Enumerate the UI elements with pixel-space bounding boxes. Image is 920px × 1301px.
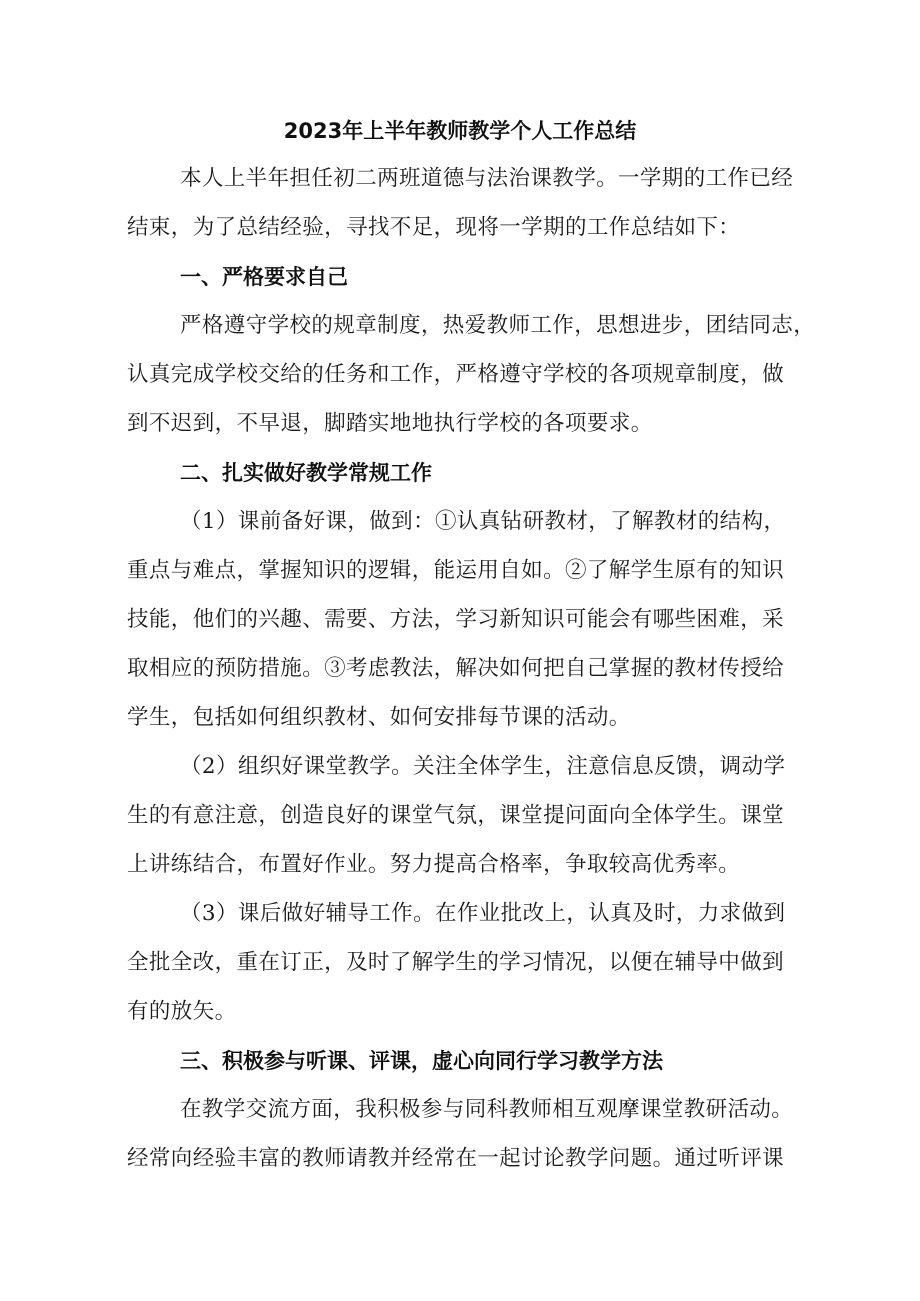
section-1-p1-line-3: 到不迟到，不早退，脚踏实地地执行学校的各项要求。 — [127, 411, 653, 436]
intro-line-1: 本人上半年担任初二两班道德与法治课教学。一学期的工作已经 — [180, 166, 794, 191]
section-2-p1-line-4: 取相应的预防措施。③考虑教法，解决如何把自己掌握的教材传授给 — [127, 656, 785, 681]
document-title: 2023年上半年教师教学个人工作总结 — [283, 119, 637, 143]
section-1-p1-line-1: 严格遵守学校的规章制度，热爱教师工作，思想进步，团结同志， — [180, 313, 816, 338]
section-2-p1-line-2: 重点与难点，掌握知识的逻辑，能运用自如。②了解学生原有的知识 — [127, 558, 785, 583]
section-2-p3-line-2: 全批全改，重在订正，及时了解学生的学习情况，以便在辅导中做到 — [127, 950, 785, 975]
section-1-heading: 一、严格要求自己 — [180, 265, 348, 289]
section-2-p1-line-1: （1）课前备好课，做到：①认真钻研教材，了解教材的结构， — [180, 509, 786, 534]
section-1-p1-line-2: 认真完成学校交给的任务和工作，严格遵守学校的各项规章制度，做 — [127, 362, 785, 387]
section-3-p1-line-1: 在教学交流方面，我积极参与同科教师相互观摩课堂教研活动。 — [180, 1097, 794, 1122]
section-2-p3-line-3: 有的放矢。 — [127, 999, 237, 1024]
intro-line-2: 结束，为了总结经验，寻找不足，现将一学期的工作总结如下： — [127, 215, 741, 240]
section-3-p1-line-2: 经常向经验丰富的教师请教并经常在一起讨论教学问题。通过听评课 — [127, 1146, 785, 1171]
section-2-p1-line-5: 学生，包括如何组织教材、如何安排每节课的活动。 — [127, 705, 631, 730]
section-2-p2-line-2: 生的有意注意，创造良好的课堂气氛，课堂提问面向全体学生。课堂 — [127, 803, 785, 828]
section-2-p2-line-1: （2）组织好课堂教学。关注全体学生，注意信息反馈，调动学 — [180, 754, 786, 779]
section-2-p3-line-1: （3）课后做好辅导工作。在作业批改上，认真及时，力求做到 — [180, 901, 786, 926]
section-2-p2-line-3: 上讲练结合，布置好作业。努力提高合格率，争取较高优秀率。 — [127, 852, 741, 877]
section-2-heading: 二、扎实做好教学常规工作 — [180, 461, 432, 485]
section-2-p1-line-3: 技能，他们的兴趣、需要、方法，学习新知识可能会有哪些困难，采 — [127, 607, 785, 632]
section-3-heading: 三、积极参与听课、评课，虚心向同行学习教学方法 — [180, 1049, 663, 1073]
